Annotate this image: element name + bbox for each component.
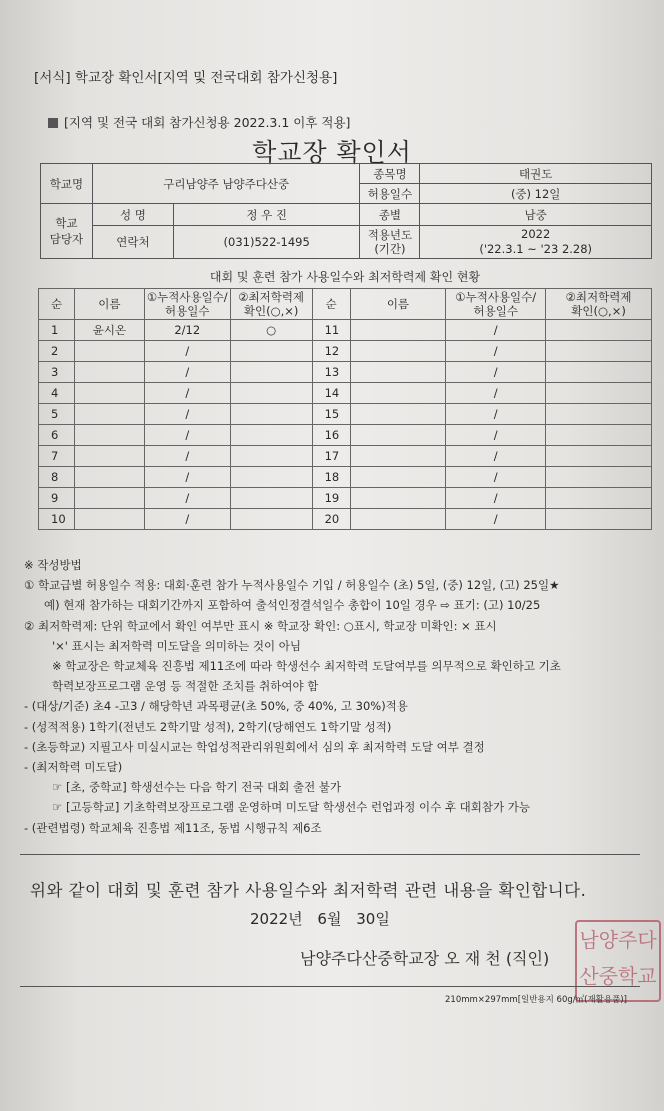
col-min-line1: ②최저학력제 (238, 290, 305, 304)
row-check (230, 341, 312, 362)
row-no: 3 (39, 362, 75, 383)
row-name (350, 320, 446, 341)
table-row (39, 425, 652, 446)
year-value (420, 226, 652, 259)
col-name: 이름 (74, 289, 144, 320)
col-days-right-line2: 허용일수 (473, 304, 518, 318)
note-line: ② 최저학력제: 단위 학교에서 확인 여부만 표시 ※ 학교장 확인: ○표시, 학교장 미확인: × 표시 (24, 618, 497, 633)
row-days: / (446, 446, 546, 467)
row-no: 4 (39, 383, 75, 404)
note-line: - (최저학력 미도달) (24, 760, 123, 775)
row-name (350, 341, 446, 362)
row-check (230, 467, 312, 488)
col-days-right (446, 289, 546, 320)
year-value-line1: 2022 (521, 227, 551, 241)
note-line: - (대상/기준) 초4 -고3 / 해당학년 과목평균(초 50%, 중 40%, 고 30%)적용 (24, 699, 408, 714)
table-row (39, 320, 652, 341)
name-row (92, 204, 360, 226)
row-name (74, 446, 144, 467)
info-table (40, 163, 652, 259)
col-days-line1: ①누적사용일수/ (146, 290, 228, 304)
row-days: / (144, 404, 230, 425)
contact-label: 연락처 (93, 226, 174, 258)
school-value: 구리남양주 남양주다산중 (92, 164, 360, 204)
row-check (230, 488, 312, 509)
name-label: 성 명 (93, 204, 174, 225)
staff-label-line1: 학교 (55, 216, 78, 230)
row-name (350, 362, 446, 383)
table-row (39, 362, 652, 383)
note-line: 학력보장프로그램 운영 등 적절한 조치를 취하여야 함 (52, 679, 319, 694)
table-row (39, 341, 652, 362)
row-name (74, 488, 144, 509)
row-name (74, 467, 144, 488)
row-name (350, 509, 446, 530)
divider (20, 854, 640, 855)
row-name (350, 383, 446, 404)
contact-row (92, 226, 360, 259)
row-days: / (446, 404, 546, 425)
row-days: / (446, 488, 546, 509)
note-line: ☞ [고등학교] 기초학력보장프로그램 운영하며 미도달 학생선수 런업과정 이수 후 대회참가 가능 (52, 800, 530, 815)
contact-value: (031)522-1495 (223, 235, 310, 249)
official-seal-stamp: 남양주다 산중학교 (575, 920, 661, 1002)
row-name (74, 509, 144, 530)
row-check (546, 467, 652, 488)
col-no: 순 (39, 289, 75, 320)
staff-label-line2: 담당자 (49, 232, 84, 246)
table-row (39, 467, 652, 488)
note-line: 예) 현재 참가하는 대회기간까지 포함하여 출석인정결석일수 총합이 10일 경우 ⇨ 표기: (고) 10/25 (44, 598, 541, 613)
row-no: 7 (39, 446, 75, 467)
school-label: 학교명 (41, 164, 93, 204)
square-bullet-icon (48, 118, 58, 128)
row-no: 8 (39, 467, 75, 488)
row-name (350, 404, 446, 425)
row-check (546, 320, 652, 341)
row-check (546, 383, 652, 404)
row-check (546, 509, 652, 530)
sport-label: 종목명 (360, 164, 420, 184)
year-value-line2: ('22.3.1 ~ '23 2.28) (479, 242, 593, 256)
row-name (350, 488, 446, 509)
year-label (360, 226, 420, 259)
row-no: 9 (39, 488, 75, 509)
usage-table (38, 288, 652, 530)
col-name-right: 이름 (350, 289, 446, 320)
note-line: ☞ [초, 중학교] 학생선수는 다음 학기 전국 대회 출전 불가 (52, 780, 342, 795)
row-days: / (446, 467, 546, 488)
row-name: 윤시온 (74, 320, 144, 341)
row-days: / (446, 509, 546, 530)
row-days: / (144, 488, 230, 509)
row-check (230, 362, 312, 383)
row-check (230, 446, 312, 467)
row-no: 11 (312, 320, 350, 341)
division-label: 종별 (360, 204, 420, 226)
row-no: 20 (312, 509, 350, 530)
row-check (230, 425, 312, 446)
staff-label (41, 204, 93, 259)
row-days: 2/12 (144, 320, 230, 341)
row-no: 18 (312, 467, 350, 488)
row-no: 12 (312, 341, 350, 362)
row-check (546, 425, 652, 446)
col-min-right-line2: 확인(○,×) (571, 304, 626, 318)
row-check (546, 362, 652, 383)
col-no-right: 순 (312, 289, 350, 320)
table-row (39, 404, 652, 425)
row-no: 2 (39, 341, 75, 362)
row-name (74, 425, 144, 446)
year-label-line2: (기간) (374, 242, 406, 256)
form-header: [서식] 학교장 확인서[지역 및 전국대회 참가신청용] (34, 70, 338, 86)
col-days-line2: 허용일수 (165, 304, 210, 318)
row-name (74, 341, 144, 362)
note-line: '×' 표시는 최저학력 미도달을 의미하는 것이 아님 (52, 638, 301, 653)
row-days: / (446, 320, 546, 341)
row-check (230, 404, 312, 425)
row-days: / (446, 341, 546, 362)
principal-signature: 남양주다산중학교장 오 재 천 (직인) (300, 949, 550, 968)
name-value: 정 우 진 (246, 207, 287, 222)
table-row (39, 509, 652, 530)
notes-section (24, 555, 561, 838)
paper-spec-footer: 210mm×297mm[일반용지 60g/㎡(재활용품)] (445, 995, 627, 1005)
col-days (144, 289, 230, 320)
row-name (350, 425, 446, 446)
col-min-line2: 확인(○,×) (243, 304, 299, 318)
row-days: / (144, 383, 230, 404)
note-line: - (성적적용) 1학기(전년도 2학기말 성적), 2학기(당해연도 1학기말 성적) (24, 719, 392, 734)
sport-value: 태권도 (420, 164, 652, 184)
footer-divider (20, 986, 640, 987)
row-days: / (144, 509, 230, 530)
row-no: 17 (312, 446, 350, 467)
note-line: ① 학교급별 허용일수 적용: 대회·훈련 참가 누적사용일수 기입 / 허용일수 (초) 5일, (중) 12일, (고) 25일★ (24, 578, 560, 593)
row-no: 6 (39, 425, 75, 446)
division-value: 남중 (420, 204, 652, 226)
row-name (350, 467, 446, 488)
col-days-right-line1: ①누적사용일수/ (455, 290, 537, 304)
row-check (230, 509, 312, 530)
row-days: / (144, 467, 230, 488)
form-subheader-text: [지역 및 전국 대회 참가신청용 2022.3.1 이후 적용] (64, 115, 351, 130)
row-no: 1 (39, 320, 75, 341)
row-days: / (446, 425, 546, 446)
row-days: / (144, 446, 230, 467)
row-check (546, 341, 652, 362)
confirm-date: 2022년 6월 30일 (250, 910, 390, 928)
year-label-line1: 적용년도 (367, 228, 413, 242)
form-subheader (48, 113, 350, 131)
row-days: / (446, 362, 546, 383)
row-days: / (144, 362, 230, 383)
row-days: / (144, 341, 230, 362)
allowed-value: (중) 12일 (420, 184, 652, 204)
table-row (39, 488, 652, 509)
col-min-right-line1: ②최저학력제 (565, 290, 632, 304)
row-no: 5 (39, 404, 75, 425)
allowed-label: 허용일수 (360, 184, 420, 204)
row-check (546, 446, 652, 467)
row-check: ○ (230, 320, 312, 341)
note-line: ※ 작성방법 (24, 558, 82, 572)
row-no: 15 (312, 404, 350, 425)
row-days: / (446, 383, 546, 404)
row-no: 16 (312, 425, 350, 446)
note-line: - (초등학교) 지필고사 미실시교는 학업성적관리위원회에서 심의 후 최저학력 도달 여부 결정 (24, 739, 485, 754)
row-name (74, 404, 144, 425)
document-title: 학교장 확인서 (252, 138, 412, 167)
table-row (39, 446, 652, 467)
row-check (546, 488, 652, 509)
row-name (350, 446, 446, 467)
note-line: ※ 학교장은 학교체육 진흥법 제11조에 따라 학생선수 최저학력 도달여부를 의무적으로 확인하고 기초 (52, 659, 561, 674)
row-no: 14 (312, 383, 350, 404)
table-row (39, 383, 652, 404)
row-check (230, 383, 312, 404)
confirm-statement: 위와 같이 대회 및 훈련 참가 사용일수와 최저학력 관련 내용을 확인합니다. (30, 881, 587, 900)
row-name (74, 383, 144, 404)
row-no: 19 (312, 488, 350, 509)
row-name (74, 362, 144, 383)
usage-caption: 대회 및 훈련 참가 사용일수와 최저학력제 확인 현황 (209, 270, 481, 284)
col-min (230, 289, 312, 320)
col-min-right (546, 289, 652, 320)
row-no: 10 (39, 509, 75, 530)
row-check (546, 404, 652, 425)
usage-header-row (39, 289, 652, 320)
row-no: 13 (312, 362, 350, 383)
row-days: / (144, 425, 230, 446)
note-line: - (관련법령) 학교체육 진흥법 제11조, 동법 시행규칙 제6조 (24, 820, 322, 835)
